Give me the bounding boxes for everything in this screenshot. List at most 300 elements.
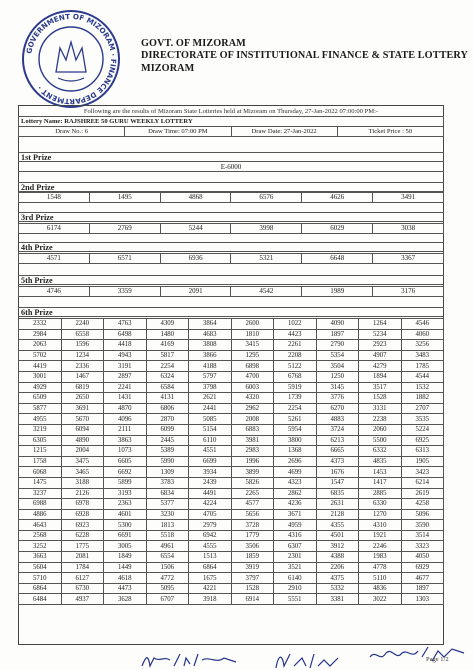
prize-number: 6692 <box>104 467 147 478</box>
prize-number: 3359 <box>89 287 160 297</box>
prize-number: 1785 <box>401 361 444 372</box>
prize-number: 4763 <box>104 319 147 330</box>
prize-number: 1480 <box>146 329 189 340</box>
prize-number: 1453 <box>359 467 402 478</box>
prize-number: 2008 <box>231 414 274 425</box>
prize-number: 3483 <box>401 350 444 361</box>
prize-number: 2060 <box>359 424 402 435</box>
prize-number: 2126 <box>61 488 104 499</box>
prize-number: 6978 <box>61 499 104 510</box>
prize-number: 3131 <box>359 403 402 414</box>
table-row <box>19 371 444 382</box>
prize-number: 1921 <box>359 530 402 541</box>
prize-number: 3866 <box>189 350 232 361</box>
prize-number: 3899 <box>231 467 274 478</box>
prize-number: 2631 <box>316 499 359 510</box>
prize-number: 6691 <box>104 530 147 541</box>
prize-number: 6313 <box>401 446 444 457</box>
prize-number: 2696 <box>274 456 317 467</box>
prize-number: 4316 <box>274 530 317 541</box>
prize-number: 6558 <box>61 329 104 340</box>
prize-number: 6835 <box>316 488 359 499</box>
table-row <box>19 446 444 457</box>
table-row <box>19 530 444 541</box>
prize-number: 3475 <box>61 456 104 467</box>
header <box>141 38 468 75</box>
prize-number: 6330 <box>359 499 402 510</box>
prize-number: 3797 <box>231 573 274 584</box>
prize-number: 2923 <box>359 340 402 351</box>
draw-time: Draw Time: 07:00 PM <box>125 127 231 137</box>
prize-number: 3176 <box>373 287 444 297</box>
prize-number: 2979 <box>189 520 232 531</box>
prize-title-4th: 4th Prize <box>18 242 444 252</box>
ticket-price: Ticket Price : 50 <box>337 127 443 137</box>
prize-number: 4699 <box>274 467 317 478</box>
table-row <box>19 393 444 404</box>
prize-number: 2206 <box>316 562 359 573</box>
prize-number: 5670 <box>61 414 104 425</box>
prize-number: 5604 <box>19 562 62 573</box>
prize-number: 4323 <box>274 477 317 488</box>
prize-number: 1882 <box>401 393 444 404</box>
prize-number: 4090 <box>316 319 359 330</box>
prize-number: 6883 <box>231 424 274 435</box>
table-row <box>19 509 444 520</box>
prize-number: 4419 <box>19 361 62 372</box>
prize-number: 3504 <box>316 361 359 372</box>
third-prize-numbers <box>18 223 444 234</box>
prize-number: 6099 <box>146 424 189 435</box>
table-row <box>19 340 444 351</box>
prize-number: 2332 <box>19 319 62 330</box>
prize-number: 6707 <box>146 594 189 605</box>
prize-number: 2600 <box>231 319 274 330</box>
fourth-prize-numbers <box>18 253 444 264</box>
prize-number: 6730 <box>61 583 104 594</box>
prize-number: 1215 <box>19 446 62 457</box>
prize-number: 4959 <box>274 520 317 531</box>
prize-number: 5877 <box>19 403 62 414</box>
prize-number: 2111 <box>104 424 147 435</box>
header-govt: GOVT. OF MIZORAM <box>141 38 246 49</box>
prize-number: 3252 <box>19 541 62 552</box>
prize-number: 3590 <box>401 520 444 531</box>
prize-number: 3219 <box>19 424 62 435</box>
table-row <box>19 562 444 573</box>
prize-number: 1996 <box>231 456 274 467</box>
prize-number: 1859 <box>231 552 274 563</box>
prize-number: 4355 <box>316 520 359 531</box>
prize-number: 3934 <box>189 467 232 478</box>
prize-number: 2897 <box>104 371 147 382</box>
first-prize-number: E-6000 <box>18 162 444 172</box>
government-seal-icon <box>20 8 122 110</box>
prize-number: 6834 <box>146 488 189 499</box>
prize-number: 4937 <box>61 594 104 605</box>
prize-number: 4929 <box>19 382 62 393</box>
prize-number: 3863 <box>104 435 147 446</box>
table-row <box>19 414 444 425</box>
prize-title-5th: 5th Prize <box>18 275 444 285</box>
prize-number: 1983 <box>359 552 402 563</box>
prize-number: 6228 <box>61 530 104 541</box>
prize-number: 3230 <box>146 509 189 520</box>
header-state: MIZORAM <box>141 62 195 74</box>
prize-number: 3491 <box>373 193 444 203</box>
prize-number: 4890 <box>61 435 104 446</box>
prize-number: 3798 <box>189 382 232 393</box>
prize-number: 3918 <box>189 594 232 605</box>
prize-number: 4883 <box>316 414 359 425</box>
prize-number: 3465 <box>61 467 104 478</box>
prize-number: 6576 <box>231 193 302 203</box>
prize-number: 6929 <box>401 562 444 573</box>
prize-number: 5085 <box>189 414 232 425</box>
prize-number: 5096 <box>401 509 444 520</box>
prize-number: 2301 <box>274 552 317 563</box>
prize-number: 6094 <box>61 424 104 435</box>
prize-number: 4473 <box>104 583 147 594</box>
prize-number: 4221 <box>189 583 232 594</box>
prize-number: 3381 <box>316 594 359 605</box>
prize-number: 2254 <box>274 403 317 414</box>
prize-title-3rd: 3rd Prize <box>18 212 444 222</box>
prize-number: 2650 <box>61 393 104 404</box>
prize-number: 6768 <box>274 371 317 382</box>
prize-number: 5321 <box>231 254 302 264</box>
prize-number: 1475 <box>19 477 62 488</box>
prize-number: 1264 <box>359 319 402 330</box>
prize-number: 4746 <box>19 287 90 297</box>
prize-number: 3808 <box>189 340 232 351</box>
prize-number: 2885 <box>359 488 402 499</box>
prize-number: 4836 <box>359 583 402 594</box>
prize-number: 4601 <box>104 509 147 520</box>
prize-number: 2265 <box>231 488 274 499</box>
prize-number: 6928 <box>61 509 104 520</box>
prize-number: 2790 <box>316 340 359 351</box>
prize-number: 1548 <box>19 193 90 203</box>
table-row <box>19 541 444 552</box>
prize-number: 4050 <box>401 552 444 563</box>
table-row <box>19 552 444 563</box>
prize-number: 1676 <box>316 467 359 478</box>
prize-number: 4373 <box>316 456 359 467</box>
prize-number: 2261 <box>274 340 317 351</box>
prize-number: 1810 <box>231 329 274 340</box>
prize-number: 1813 <box>146 520 189 531</box>
prize-number: 2091 <box>160 287 231 297</box>
prize-number: 1309 <box>146 467 189 478</box>
prize-number: 3912 <box>316 541 359 552</box>
prize-number: 5377 <box>146 499 189 510</box>
prize-number: 4643 <box>19 520 62 531</box>
prize-number: 4618 <box>104 573 147 584</box>
prize-number: 4778 <box>359 562 402 573</box>
prize-number: 4943 <box>104 350 147 361</box>
prize-number: 6110 <box>189 435 232 446</box>
prize-number: 5354 <box>316 350 359 361</box>
prize-number: 3415 <box>231 340 274 351</box>
prize-number: 3005 <box>104 541 147 552</box>
prize-number: 3191 <box>104 361 147 372</box>
prize-number: 4224 <box>189 499 232 510</box>
prize-number: 6699 <box>189 456 232 467</box>
prize-number: 4236 <box>274 499 317 510</box>
prize-number: 4320 <box>231 393 274 404</box>
prize-number: 6127 <box>61 573 104 584</box>
prize-number: 4870 <box>104 403 147 414</box>
prize-number: 1905 <box>401 456 444 467</box>
prize-number: 4418 <box>104 340 147 351</box>
prize-number: 4700 <box>231 371 274 382</box>
prize-number: 3800 <box>274 435 317 446</box>
prize-number: 3919 <box>231 562 274 573</box>
prize-number: 4577 <box>231 499 274 510</box>
svg-text:GOVERNMENT OF MIZORAM · FINANC: GOVERNMENT OF MIZORAM · FINANCE DEPARTMENT · <box>24 11 119 107</box>
prize-number: 2439 <box>189 477 232 488</box>
prize-number: 4835 <box>359 456 402 467</box>
table-row <box>19 499 444 510</box>
table-row <box>19 456 444 467</box>
prize-number: 4188 <box>189 361 232 372</box>
prize-number: 2870 <box>146 414 189 425</box>
prize-number: 1675 <box>189 573 232 584</box>
prize-number: 2363 <box>104 499 147 510</box>
prize-number: 6584 <box>146 382 189 393</box>
prize-number: 6498 <box>104 329 147 340</box>
prize-number: 4626 <box>302 193 373 203</box>
prize-number: 3535 <box>401 414 444 425</box>
prize-number: 3998 <box>231 224 302 234</box>
prize-number: 6806 <box>146 403 189 414</box>
prize-number: 5110 <box>359 573 402 584</box>
prize-number: 6665 <box>316 446 359 457</box>
prize-number: 6332 <box>359 446 402 457</box>
prize-number: 3521 <box>274 562 317 573</box>
prize-number: 6925 <box>401 435 444 446</box>
prize-number: 1739 <box>274 393 317 404</box>
table-row <box>19 520 444 531</box>
draw-date: Draw Date: 27-Jan-2022 <box>231 127 337 137</box>
prize-number: 3367 <box>373 254 444 264</box>
prize-number: 2619 <box>401 488 444 499</box>
prize-number: 2246 <box>359 541 402 552</box>
prize-number: 2128 <box>316 509 359 520</box>
prize-number: 1073 <box>104 446 147 457</box>
prize-number: 6140 <box>274 573 317 584</box>
prize-number: 3728 <box>231 520 274 531</box>
draw-info-table <box>18 116 444 137</box>
prize-number: 3671 <box>274 509 317 520</box>
prize-number: 4423 <box>274 329 317 340</box>
prize-number: 2984 <box>19 329 62 340</box>
prize-number: 3981 <box>231 435 274 446</box>
prize-number: 3783 <box>146 477 189 488</box>
prize-number: 3724 <box>316 424 359 435</box>
prize-number: 2769 <box>89 224 160 234</box>
prize-number: 1779 <box>231 530 274 541</box>
prize-number: 5702 <box>19 350 62 361</box>
prize-number: 6270 <box>316 403 359 414</box>
prize-number: 6898 <box>231 361 274 372</box>
prize-number: 3256 <box>401 340 444 351</box>
prize-number: 5261 <box>274 414 317 425</box>
prize-number: 1894 <box>359 371 402 382</box>
table-row <box>19 329 444 340</box>
prize-number: 2254 <box>146 361 189 372</box>
prize-number: 5300 <box>104 520 147 531</box>
prize-number: 5954 <box>274 424 317 435</box>
prize-number: 3423 <box>401 467 444 478</box>
prize-number: 2240 <box>61 319 104 330</box>
table-row <box>19 350 444 361</box>
prize-number: 5518 <box>146 530 189 541</box>
prize-number: 4961 <box>146 541 189 552</box>
prize-title-2nd: 2nd Prize <box>18 182 444 192</box>
prize-number: 1758 <box>19 456 62 467</box>
prize-number: 1431 <box>104 393 147 404</box>
prize-number: 1467 <box>61 371 104 382</box>
prize-number: 5551 <box>274 594 317 605</box>
prize-number: 6819 <box>61 382 104 393</box>
prize-number: 4705 <box>189 509 232 520</box>
prize-number: 6936 <box>160 254 231 264</box>
prize-number: 6509 <box>19 393 62 404</box>
prize-number: 2621 <box>189 393 232 404</box>
prize-number: 6214 <box>401 477 444 488</box>
prize-number: 1775 <box>61 541 104 552</box>
table-row <box>19 467 444 478</box>
signature-2 <box>272 650 342 670</box>
prize-number: 2568 <box>19 530 62 541</box>
prize-number: 3628 <box>104 594 147 605</box>
table-row <box>19 477 444 488</box>
prize-number: 3188 <box>61 477 104 488</box>
table-row <box>19 319 444 330</box>
prize-number: 6324 <box>146 371 189 382</box>
prize-number: 5234 <box>359 329 402 340</box>
prize-number: 4907 <box>359 350 402 361</box>
header-directorate: DIRECTORATE OF INSTITUTIONAL FINANCE & STATE LOTTERY <box>141 50 468 62</box>
prize-number: 4772 <box>146 573 189 584</box>
prize-number: 1513 <box>189 552 232 563</box>
table-row <box>19 435 444 446</box>
prize-number: 6914 <box>231 594 274 605</box>
prize-number: 3506 <box>231 541 274 552</box>
prize-number: 5710 <box>19 573 62 584</box>
prize-number: 2707 <box>401 403 444 414</box>
prize-number: 4491 <box>189 488 232 499</box>
prize-number: 5389 <box>146 446 189 457</box>
prize-number: 3001 <box>19 371 62 382</box>
table-row <box>19 573 444 584</box>
prize-number: 4571 <box>19 254 90 264</box>
prize-number: 5122 <box>274 361 317 372</box>
prize-number: 5332 <box>316 583 359 594</box>
prize-number: 4096 <box>104 414 147 425</box>
prize-number: 5244 <box>160 224 231 234</box>
prize-number: 6571 <box>89 254 160 264</box>
prize-number: 1270 <box>359 509 402 520</box>
sixth-prize-grid <box>18 318 444 605</box>
prize-number: 2004 <box>61 446 104 457</box>
prize-number: 4886 <box>19 509 62 520</box>
prize-number: 1368 <box>274 446 317 457</box>
prize-number: 4501 <box>316 530 359 541</box>
prize-number: 5899 <box>104 477 147 488</box>
prize-number: 6864 <box>189 562 232 573</box>
prize-number: 6307 <box>274 541 317 552</box>
prize-number: 5154 <box>189 424 232 435</box>
prize-number: 6213 <box>316 435 359 446</box>
prize-number: 4131 <box>146 393 189 404</box>
prize-number: 6305 <box>19 435 62 446</box>
prize-number: 6605 <box>104 456 147 467</box>
prize-number: 4169 <box>146 340 189 351</box>
fifth-prize-numbers <box>18 286 444 297</box>
prize-number: 6554 <box>146 552 189 563</box>
prize-number: 1295 <box>231 350 274 361</box>
prize-title-6th: 6th Prize <box>18 307 444 317</box>
prize-number: 4551 <box>189 446 232 457</box>
prize-number: 2241 <box>104 382 147 393</box>
prize-number: 3323 <box>401 541 444 552</box>
prize-number: 2445 <box>146 435 189 446</box>
prize-number: 1250 <box>316 371 359 382</box>
prize-number: 1596 <box>61 340 104 351</box>
prize-number: 1506 <box>146 562 189 573</box>
prize-number: 1528 <box>359 393 402 404</box>
prize-number: 3193 <box>104 488 147 499</box>
prize-number: 1897 <box>316 329 359 340</box>
prize-number: 6029 <box>302 224 373 234</box>
prize-number: 6988 <box>19 499 62 510</box>
prize-number: 4310 <box>359 520 402 531</box>
prize-number: 6484 <box>19 594 62 605</box>
prize-number: 2962 <box>231 403 274 414</box>
signature-1 <box>140 652 240 670</box>
prize-number: 6942 <box>189 530 232 541</box>
prize-number: 1532 <box>401 382 444 393</box>
page-number: Page 1/2 <box>426 656 449 663</box>
prize-number: 4388 <box>316 552 359 563</box>
prize-number: 2862 <box>274 488 317 499</box>
prize-number: 5990 <box>146 456 189 467</box>
prize-number: 5500 <box>359 435 402 446</box>
prize-number: 3237 <box>19 488 62 499</box>
prize-number: 3038 <box>373 224 444 234</box>
prize-number: 6648 <box>302 254 373 264</box>
prize-number: 5095 <box>146 583 189 594</box>
prize-number: 2983 <box>231 446 274 457</box>
prize-number: 3776 <box>316 393 359 404</box>
prize-number: 6923 <box>61 520 104 531</box>
table-row <box>19 488 444 499</box>
prize-number: 6068 <box>19 467 62 478</box>
prize-number: 6174 <box>19 224 90 234</box>
prize-number: 4955 <box>19 414 62 425</box>
prize-number: 3864 <box>189 319 232 330</box>
prize-number: 5797 <box>189 371 232 382</box>
prize-number: 5826 <box>231 477 274 488</box>
prize-number: 3022 <box>359 594 402 605</box>
prize-number: 4546 <box>401 319 444 330</box>
prize-number: 4555 <box>189 541 232 552</box>
prize-title-1st: 1st Prize <box>18 152 444 162</box>
prize-number: 4677 <box>401 573 444 584</box>
